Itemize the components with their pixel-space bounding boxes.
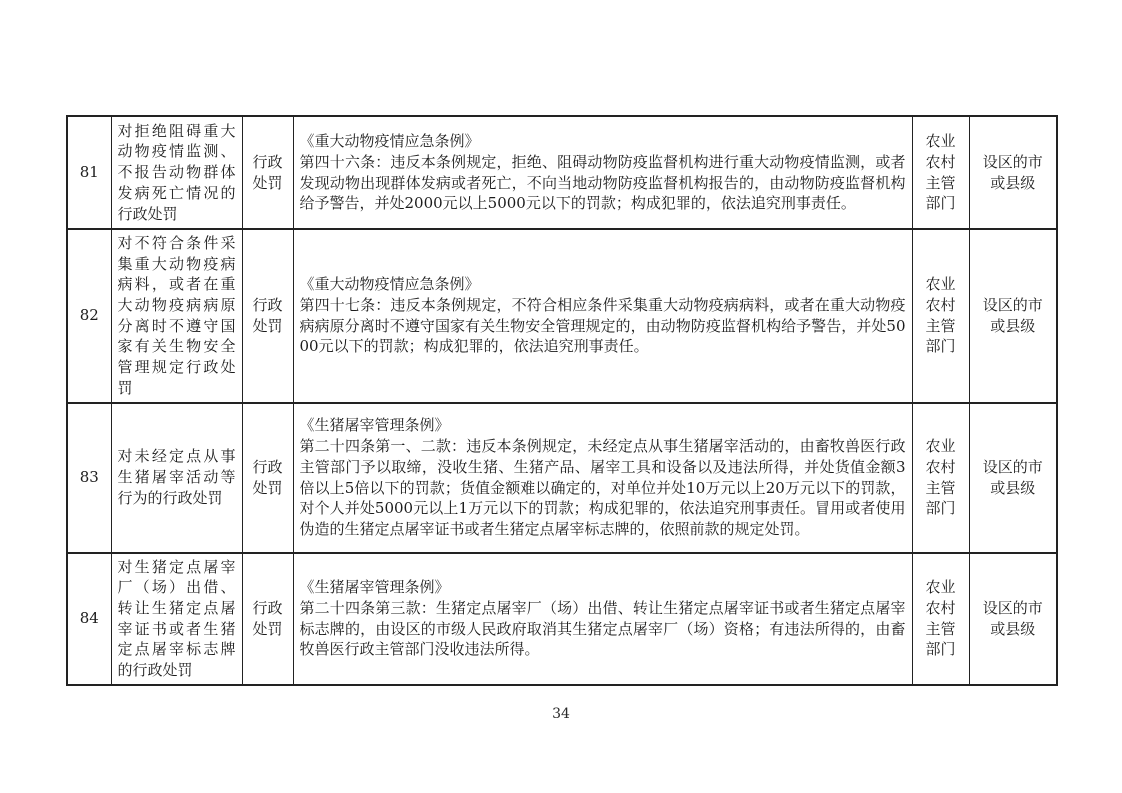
law-title: 《重大动物疫情应急条例》 (299, 275, 480, 294)
law-text: 第四十六条：违反本条例规定，拒绝、阻碍动物防疫监督机构进行重大动物疫情监测，或者发现动物出现群体发病或者死亡，不向当地动物防疫监督机构报告的，由动物防疫监督机构给予警告，并处2000元以上5000元以下的罚款；构成犯罪的，依法追究刑事责任。 (299, 152, 906, 213)
table-row (67, 553, 1057, 685)
law-text: 第二十四条第一、二款：违反本条例规定，未经定点从事生猪屠宰活动的，由畜牧兽医行政主管部门予以取缔，没收生猪、生猪产品、屠宰工具和设备以及违法所得，并处货值金额3倍以上5倍以下的罚款；货值金额难以确定的，对单位并处10万元以上20万元以下的罚款，对个人并处5000元以上1万元以下的罚款；构成犯罪的，依法追究刑事责任。冒用或者使用伪造的生猪定点屠宰证书或者生猪定点屠宰标志牌的，依照前款的规定处罚。 (299, 437, 906, 538)
penalty-type: 行政处罚 (242, 229, 293, 403)
law-text: 第四十七条：违反本条例规定，不符合相应条件采集重大动物疫病病料，或者在重大动物疫病病原分离时不遵守国家有关生物安全管理规定的，由动物防疫监督机构给予警告，并处5000元以下的罚款；构成犯罪的，依法追究刑事责任。 (299, 296, 906, 356)
authority-level: 设区的市或县级 (969, 403, 1057, 553)
law-title: 《重大动物疫情应急条例》 (299, 132, 480, 151)
legal-basis-cell (293, 403, 912, 553)
row-number: 82 (67, 229, 111, 403)
responsible-department: 农业农村主管部门 (912, 229, 969, 403)
legal-basis-cell (293, 553, 912, 685)
authority-level: 设区的市或县级 (969, 229, 1057, 403)
table-row (67, 229, 1057, 403)
authority-level: 设区的市或县级 (969, 553, 1057, 685)
penalty-type: 行政处罚 (242, 116, 293, 229)
responsible-department: 农业农村主管部门 (912, 116, 969, 229)
penalty-items-table (66, 115, 1058, 686)
legal-basis-cell (293, 229, 912, 403)
penalty-item-name: 对未经定点从事生猪屠宰活动等行为的行政处罚 (111, 403, 242, 553)
responsible-department: 农业农村主管部门 (912, 403, 969, 553)
law-title: 《生猪屠宰管理条例》 (299, 578, 450, 597)
penalty-type: 行政处罚 (242, 403, 293, 553)
law-text: 第二十四条第三款：生猪定点屠宰厂（场）出借、转让生猪定点屠宰证书或者生猪定点屠宰标志牌的，由设区的市级人民政府取消其生猪定点屠宰厂（场）资格；有违法所得的，由畜牧兽医行政主管部门没收违法所得。 (299, 598, 906, 659)
penalty-item-name: 对拒绝阻碍重大动物疫情监测、不报告动物群体发病死亡情况的行政处罚 (111, 116, 242, 229)
authority-level: 设区的市或县级 (969, 116, 1057, 229)
row-number: 84 (67, 553, 111, 685)
penalty-item-name: 对不符合条件采集重大动物疫病病料，或者在重大动物疫病病原分离时不遵守国家有关生物安全管理规定行政处罚 (111, 229, 242, 403)
page-number: 34 (552, 706, 570, 722)
penalty-item-name: 对生猪定点屠宰厂（场）出借、转让生猪定点屠宰证书或者生猪定点屠宰标志牌的行政处罚 (111, 553, 242, 685)
responsible-department: 农业农村主管部门 (912, 553, 969, 685)
law-title: 《生猪屠宰管理条例》 (299, 416, 450, 435)
row-number: 81 (67, 116, 111, 229)
row-number: 83 (67, 403, 111, 553)
table-row (67, 116, 1057, 229)
penalty-type: 行政处罚 (242, 553, 293, 685)
legal-basis-cell (293, 116, 912, 229)
table-row (67, 403, 1057, 553)
